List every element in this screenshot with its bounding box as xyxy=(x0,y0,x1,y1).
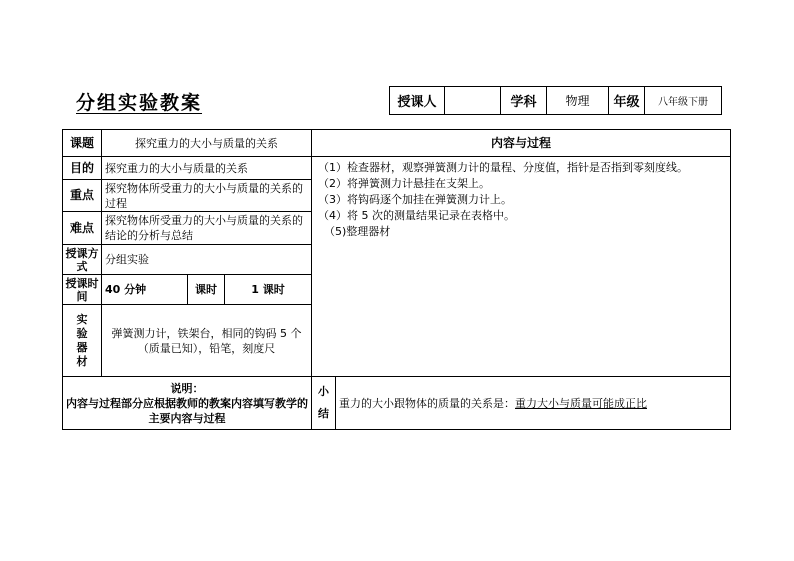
note-cell xyxy=(63,377,312,430)
summary-value xyxy=(336,377,731,430)
period-label: 课时 xyxy=(188,275,225,305)
teacher-label: 授课人 xyxy=(390,87,445,115)
topic-value: 探究重力的大小与质量的关系 xyxy=(102,130,312,157)
content-header: 内容与过程 xyxy=(312,130,731,157)
teacher-value xyxy=(445,87,501,115)
time-value: 40 分钟 xyxy=(102,275,188,305)
grade-label: 年级 xyxy=(609,87,645,115)
info-table xyxy=(389,86,722,115)
step-item: （1）检查器材，观察弹簧测力计的量程、分度值，指针是否指到零刻度线。 xyxy=(318,161,688,174)
method-label: 授课方式 xyxy=(63,245,102,275)
key-value: 探究物体所受重力的大小与质量的关系的过程 xyxy=(102,180,312,212)
difficulty-value: 探究物体所受重力的大小与质量的关系的结论的分析与总结 xyxy=(102,212,312,245)
page-title: 分组实验教案 xyxy=(76,92,203,114)
subject-label: 学科 xyxy=(501,87,547,115)
summary-label xyxy=(312,377,336,430)
step-item: （3）将钩码逐个加挂在弹簧测力计上。 xyxy=(318,193,512,206)
time-label: 授课时间 xyxy=(63,275,102,305)
subject-value: 物理 xyxy=(547,87,609,115)
summary-answer: 重力大小与质量可能成正比 xyxy=(515,396,647,410)
key-label: 重点 xyxy=(63,180,102,212)
summary-prefix: 重力的大小跟物体的质量的关系是： xyxy=(339,396,515,410)
goal-label: 目的 xyxy=(63,157,102,180)
step-item: （4）将 5 次的测量结果记录在表格中。 xyxy=(318,209,515,222)
summary-label-text: 小结 xyxy=(318,385,329,420)
content-steps xyxy=(312,157,731,377)
note-title: 说明： xyxy=(170,381,204,395)
equipment-value: 弹簧测力计，铁架台，相同的钩码 5 个（质量已知），铅笔，刻度尺 xyxy=(102,305,312,377)
step-item: （2）将弹簧测力计悬挂在支架上。 xyxy=(318,177,490,190)
note-body: 内容与过程部分应根据教师的教案内容填写教学的主要内容与过程 xyxy=(66,396,308,425)
equipment-label-text: 实验器材 xyxy=(76,312,88,368)
lesson-plan-table xyxy=(62,129,731,430)
topic-label: 课题 xyxy=(63,130,102,157)
grade-value: 八年级下册 xyxy=(645,87,722,115)
method-value: 分组实验 xyxy=(102,245,312,275)
difficulty-label: 难点 xyxy=(63,212,102,245)
period-value: 1 课时 xyxy=(225,275,312,305)
equipment-label xyxy=(63,305,102,377)
goal-value: 探究重力的大小与质量的关系 xyxy=(102,157,312,180)
step-item: （5)整理器材 xyxy=(324,225,391,238)
